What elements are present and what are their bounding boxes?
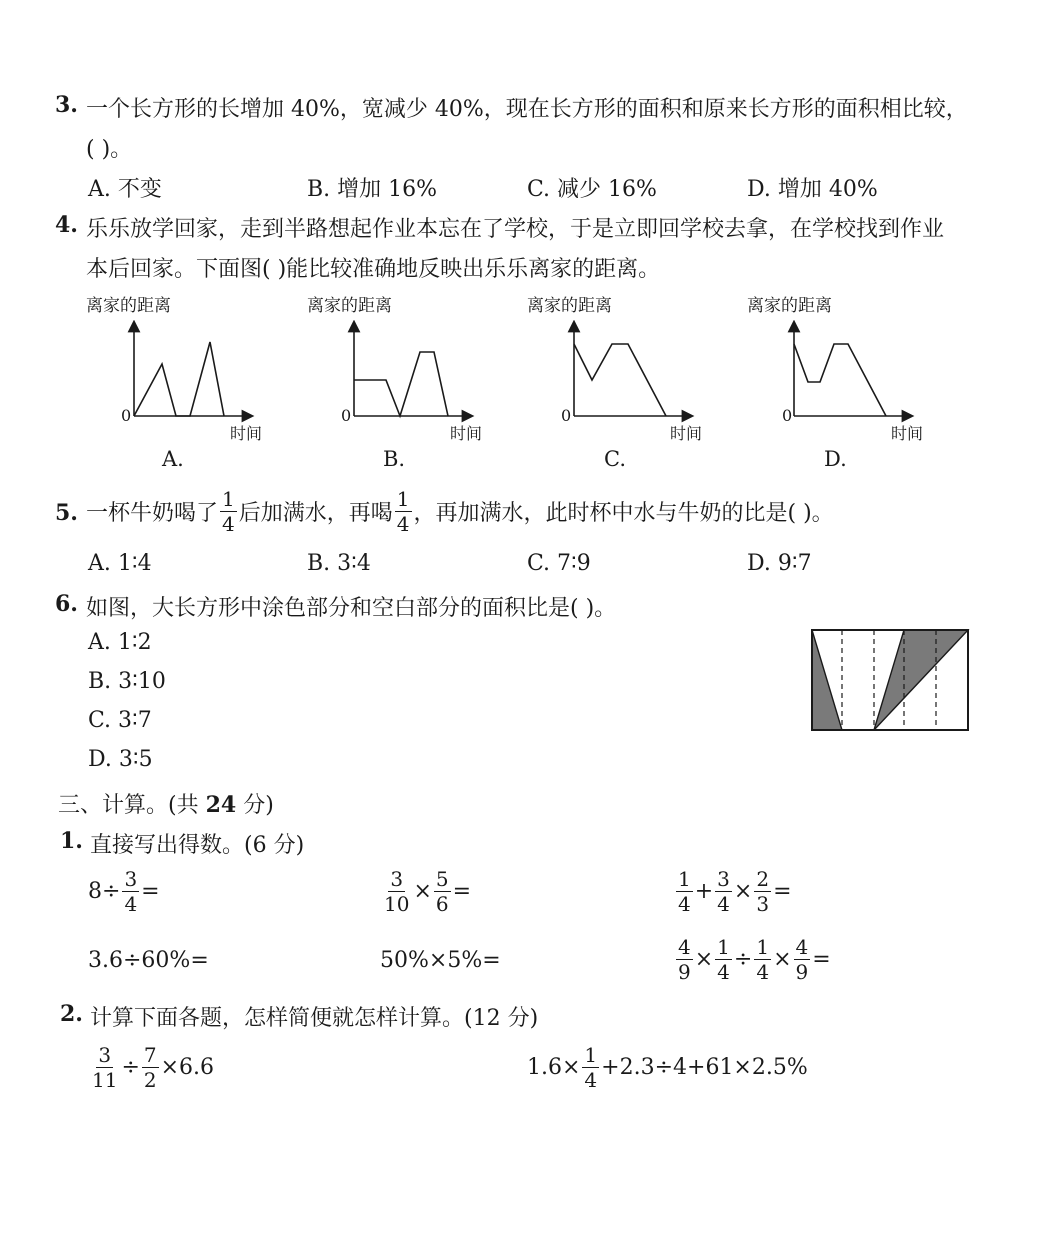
q5-fraction-1 [220, 486, 237, 536]
q3-option-c: C. 减少 16% [527, 177, 657, 202]
calc1-number: 1. [60, 828, 83, 854]
graph-a-letter: A. [162, 447, 184, 471]
section3-score: 24 [205, 792, 237, 818]
graph-b-ylabel: 离家的距离 [307, 296, 392, 316]
calc2-expr-2-tail: +2.3÷4+61×2.5% [601, 1054, 808, 1080]
q6-shaded-triangle-left [812, 630, 842, 730]
denominator: 9 [795, 959, 809, 984]
q5-option-d: D. 9∶7 [747, 551, 812, 576]
graph-c-origin: 0 [561, 406, 572, 425]
q5-option-a: A. 1∶4 [88, 551, 152, 576]
denominator: 2 [143, 1067, 157, 1092]
numerator: 1 [717, 934, 730, 959]
calc2-expr-1-op1: ÷ [121, 1054, 140, 1080]
calc1-expr-3-fraction-2 [715, 866, 732, 916]
graph-c-letter: C. [604, 447, 626, 471]
calc1-expr-4: 3.6÷60%= [88, 948, 209, 973]
q3-text-line2: ( )。 [86, 137, 133, 162]
calc1-expr-6-op3: × [773, 946, 792, 972]
denominator: 3 [756, 891, 770, 916]
denominator: 4 [717, 959, 730, 984]
q5-number: 5. [55, 500, 78, 526]
denominator: 4 [584, 1067, 598, 1092]
q3-option-b: B. 增加 16% [307, 177, 438, 202]
graph-d-line [794, 344, 886, 416]
calc1-expr-2-fraction-1 [382, 866, 411, 916]
calc1-expr-3-equals: = [773, 878, 792, 904]
calc1-expr-6-fraction-1 [676, 934, 693, 984]
q4-number: 4. [55, 212, 78, 238]
graph-c-line [574, 344, 666, 416]
denominator: 6 [435, 891, 449, 916]
graph-a-origin: 0 [121, 406, 132, 425]
graph-b-letter: B. [383, 447, 406, 471]
calc2-number: 2. [60, 1001, 83, 1027]
q5-text [86, 486, 834, 536]
calc1-expr-2-op: × [413, 878, 432, 904]
graph-a-ylabel: 离家的距离 [86, 296, 171, 316]
calc1-expr-1-equals: = [141, 878, 160, 904]
q5-fraction-1-numerator: 1 [222, 486, 235, 511]
q5-text-mid: 后加满水，再喝 [238, 500, 393, 526]
denominator: 4 [756, 959, 770, 984]
calc1-expr-1-a: 8÷ [88, 878, 121, 904]
calc1-expr-3-fraction-1 [676, 866, 693, 916]
graph-d-ylabel: 离家的距离 [747, 296, 832, 316]
denominator: 11 [92, 1067, 118, 1092]
graph-d-letter: D. [824, 447, 847, 471]
q5-fraction-1-denominator: 4 [222, 511, 235, 536]
calc1-expr-3-fraction-3 [754, 866, 771, 916]
graph-b-xlabel: 时间 [450, 424, 483, 443]
section3-title [58, 788, 274, 819]
q6-text: 如图，大长方形中涂色部分和空白部分的面积比是( )。 [86, 596, 617, 621]
q6-option-d: D. 3∶5 [88, 747, 153, 772]
denominator: 4 [717, 891, 730, 916]
calc1-expr-6-fraction-2 [715, 934, 732, 984]
numerator: 3 [98, 1042, 112, 1067]
calc2-expr-2 [527, 1042, 808, 1092]
graph-a [120, 320, 260, 430]
q5-fraction-2-numerator: 1 [396, 486, 410, 511]
graph-c-ylabel: 离家的距离 [527, 296, 612, 316]
calc1-expr-6-equals: = [812, 946, 831, 972]
calc2-expr-1-fraction-2 [142, 1042, 159, 1092]
q6-option-b: B. 3∶10 [88, 669, 166, 694]
denominator: 4 [124, 891, 138, 916]
calc1-expr-2-fraction-2 [434, 866, 451, 916]
calc2-expr-1-tail: ×6.6 [160, 1054, 215, 1080]
q5-fraction-2-denominator: 4 [396, 511, 410, 536]
graph-d-origin: 0 [782, 406, 793, 425]
section3-title-end: 分) [236, 793, 274, 818]
q5-text-post: ，再加满水，此时杯中水与牛奶的比是( )。 [413, 500, 834, 526]
numerator: 1 [678, 866, 691, 891]
q3-number: 3. [55, 92, 78, 118]
calc1-expr-1 [88, 866, 160, 916]
calc1-expr-3-op1: + [694, 878, 714, 904]
q4-text-line1: 乐乐放学回家，走到半路想起作业本忘在了学校，于是立即回学校去拿，在学校找到作业 [86, 217, 945, 242]
calc2-expr-2-fraction [582, 1042, 599, 1092]
q3-text-line1: 一个长方形的长增加 40%，宽减少 40%，现在长方形的面积和原来长方形的面积相比较， [86, 97, 968, 122]
graph-a-line [134, 342, 224, 416]
numerator: 3 [717, 866, 730, 891]
graph-d-xlabel: 时间 [891, 424, 924, 443]
numerator: 1 [584, 1042, 598, 1067]
calc1-expr-3-op2: × [733, 878, 753, 904]
calc1-expr-1-fraction [122, 866, 139, 916]
calc1-expr-6-fraction-4 [794, 934, 811, 984]
numerator: 1 [756, 934, 770, 959]
q3-option-a: A. 不变 [88, 177, 162, 202]
graph-b-origin: 0 [341, 406, 352, 425]
q6-shaded-triangle-right [874, 630, 968, 730]
calc1-expr-2 [380, 866, 471, 916]
calc1-expr-2-equals: = [452, 878, 472, 904]
denominator: 10 [384, 891, 410, 916]
numerator: 2 [756, 866, 770, 891]
calc1-expr-5: 50%×5%= [380, 948, 501, 973]
graph-b [340, 320, 480, 430]
numerator: 3 [390, 866, 404, 891]
calc1-expr-6-op2: ÷ [733, 946, 753, 972]
q5-option-b: B. 3∶4 [307, 551, 371, 576]
q6-option-c: C. 3∶7 [88, 708, 152, 733]
calc2-expr-2-a: 1.6× [527, 1054, 581, 1080]
numerator: 4 [678, 934, 691, 959]
graph-b-line [354, 352, 448, 416]
q6-rectangle-figure [810, 628, 972, 734]
calc1-expr-6 [674, 934, 831, 984]
section3-title-text: 三、计算。(共 [58, 793, 206, 818]
calc2-expr-1-fraction-1 [90, 1042, 119, 1092]
calc2-text: 计算下面各题，怎样简便就怎样计算。(12 分) [90, 1006, 539, 1031]
graph-c [560, 320, 700, 430]
q6-option-a: A. 1∶2 [88, 630, 152, 655]
denominator: 4 [678, 891, 691, 916]
q5-text-pre: 一杯牛奶喝了 [86, 500, 219, 526]
q4-text-line2: 本后回家。下面图( )能比较准确地反映出乐乐离家的距离。 [86, 257, 661, 282]
graph-c-xlabel: 时间 [670, 424, 703, 443]
numerator: 5 [435, 866, 449, 891]
calc1-expr-6-op1: × [694, 946, 714, 972]
calc1-expr-6-fraction-3 [754, 934, 771, 984]
denominator: 9 [678, 959, 691, 984]
calc1-text: 直接写出得数。(6 分) [90, 833, 305, 858]
calc2-expr-1 [88, 1042, 214, 1092]
q6-number: 6. [55, 591, 78, 617]
q5-fraction-2 [395, 486, 412, 536]
q5-option-c: C. 7∶9 [527, 551, 591, 576]
calc1-expr-3 [674, 866, 792, 916]
graph-a-xlabel: 时间 [230, 424, 263, 443]
q3-option-d: D. 增加 40% [747, 177, 878, 202]
numerator: 3 [124, 866, 138, 891]
numerator: 4 [795, 934, 809, 959]
graph-d [780, 320, 920, 430]
numerator: 7 [143, 1042, 157, 1067]
